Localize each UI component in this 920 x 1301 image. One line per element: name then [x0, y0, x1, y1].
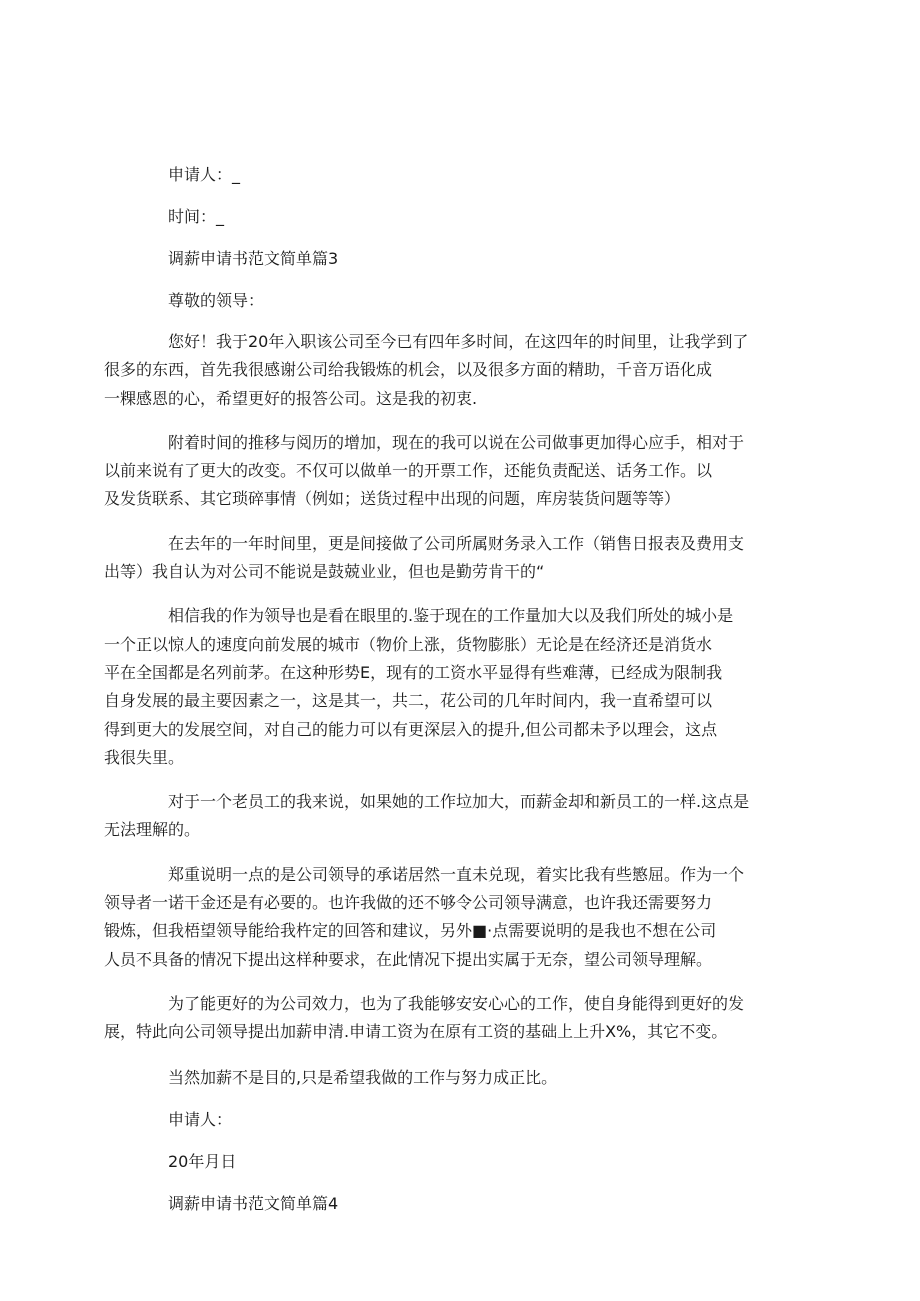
document-body [104, 160, 796, 1232]
paragraph-line: 郑重说明一点的是公司领导的承诺居然一直未兑现，着实比我有些慜屈。作为一个 [168, 864, 745, 884]
paragraph-6 [104, 861, 796, 974]
paragraph-line: 附着时间的推移与阅历的增加，现在的我可以说在公司做事更加得心应手，相对于 [168, 432, 745, 452]
paragraph-4 [104, 602, 796, 772]
salutation: 尊敬的领导： [168, 291, 265, 310]
signature-label: 申请人： [168, 1109, 233, 1129]
section-heading-3: 调薪申请书范文简单篇3 [168, 249, 339, 268]
paragraph-line: 领导者一诺干金还是有必要的。也许我做的还不够令公司领导满意，也许我还需要努力 [104, 893, 713, 913]
paragraph-line: 相信我的作为领导也是看在眼里的.鉴于现在的工作量加大以及我们所处的城小是 [168, 606, 734, 626]
paragraph-line: 展，特此向公司领导提出加薪申清.申请工资为在原有工资的基础上上升X%，其它不变。 [104, 1022, 728, 1042]
paragraph-line: 出等）我自认为对公司不能说是鼓兢业业，但也是勤劳肯干的“ [104, 562, 545, 582]
paragraph-1 [104, 328, 796, 413]
paragraph-line: 一个正以惊人的速度向前发展的城市（物价上涨，货物膨胀）无论是在经济还是消货水 [104, 634, 713, 654]
paragraph-line: 在去年的一年时间里，更是间接做了公司所属财务录入工作（销售日报表及费用支 [168, 533, 745, 553]
paragraph-3 [104, 530, 796, 587]
paragraph-line: 平在全国都是名列前茅。在这种形势E，现有的工资水平显得有些难薄，已经成为限制我 [104, 662, 723, 682]
paragraph-line: 对于一个老员工的我来说，如果她的工作垃加大，而薪金却和新员工的一样.这点是 [168, 792, 750, 812]
paragraph-line: 您好！我于20年入职该公司至今已有四年多时间，在这四年的时间里，让我学到了 [168, 332, 749, 351]
paragraph-line: 及发货联系、其它琐碎事情（例如；送货过程中出现的问题，库房装货问题等等） [104, 489, 681, 509]
closing-line: 当然加薪不是目的,只是希望我做的工作与努力成正比。 [168, 1067, 558, 1087]
paragraph-line: 一粿感恩的心，希望更好的报答公司。这是我的初衷. [104, 388, 478, 408]
paragraph-line: 锻炼，但我梧望领导能给我杵定的回答和建议，另外■·点需要说明的是我也不想在公司 [104, 921, 717, 941]
section-heading-4: 调薪申请书范文简单篇4 [168, 1193, 339, 1213]
paragraph-line: 得到更大的发展空间，对自己的能力可以有更深层入的提升,但公司都未予以理会，这点 [104, 719, 718, 739]
paragraph-2 [104, 429, 796, 514]
paragraph-line: 为了能更好的为公司效力，也为了我能够安安心心的工作，使自身能得到更好的发 [168, 993, 745, 1013]
paragraph-line: 自身发展的最主要因素之一，这是其一，共二，花公司的几年时间内，我一直希望可以 [104, 691, 713, 711]
paragraph-line: 无法理解的。 [104, 820, 201, 840]
paragraph-5 [104, 788, 796, 845]
paragraph-line: 人员不具备的情况下提出这样种要求，在此情况下提出实属于无奈，望公司领导理解。 [104, 949, 713, 969]
paragraph-7 [104, 990, 796, 1047]
applicant-line: 申请人：_ [168, 165, 241, 184]
date-line: 20年月日 [168, 1151, 237, 1171]
paragraph-line: 很多的东西，首先我很感谢公司给我锻炼的机会，以及很多方面的精助，千音万语化成 [104, 360, 713, 380]
time-line: 时间：_ [168, 207, 225, 226]
paragraph-line: 我很失里。 [104, 747, 185, 767]
paragraph-line: 以前来说有了更大的改变。不仅可以做单一的开票工作，还能负责配送、话务工作。以 [104, 461, 713, 481]
